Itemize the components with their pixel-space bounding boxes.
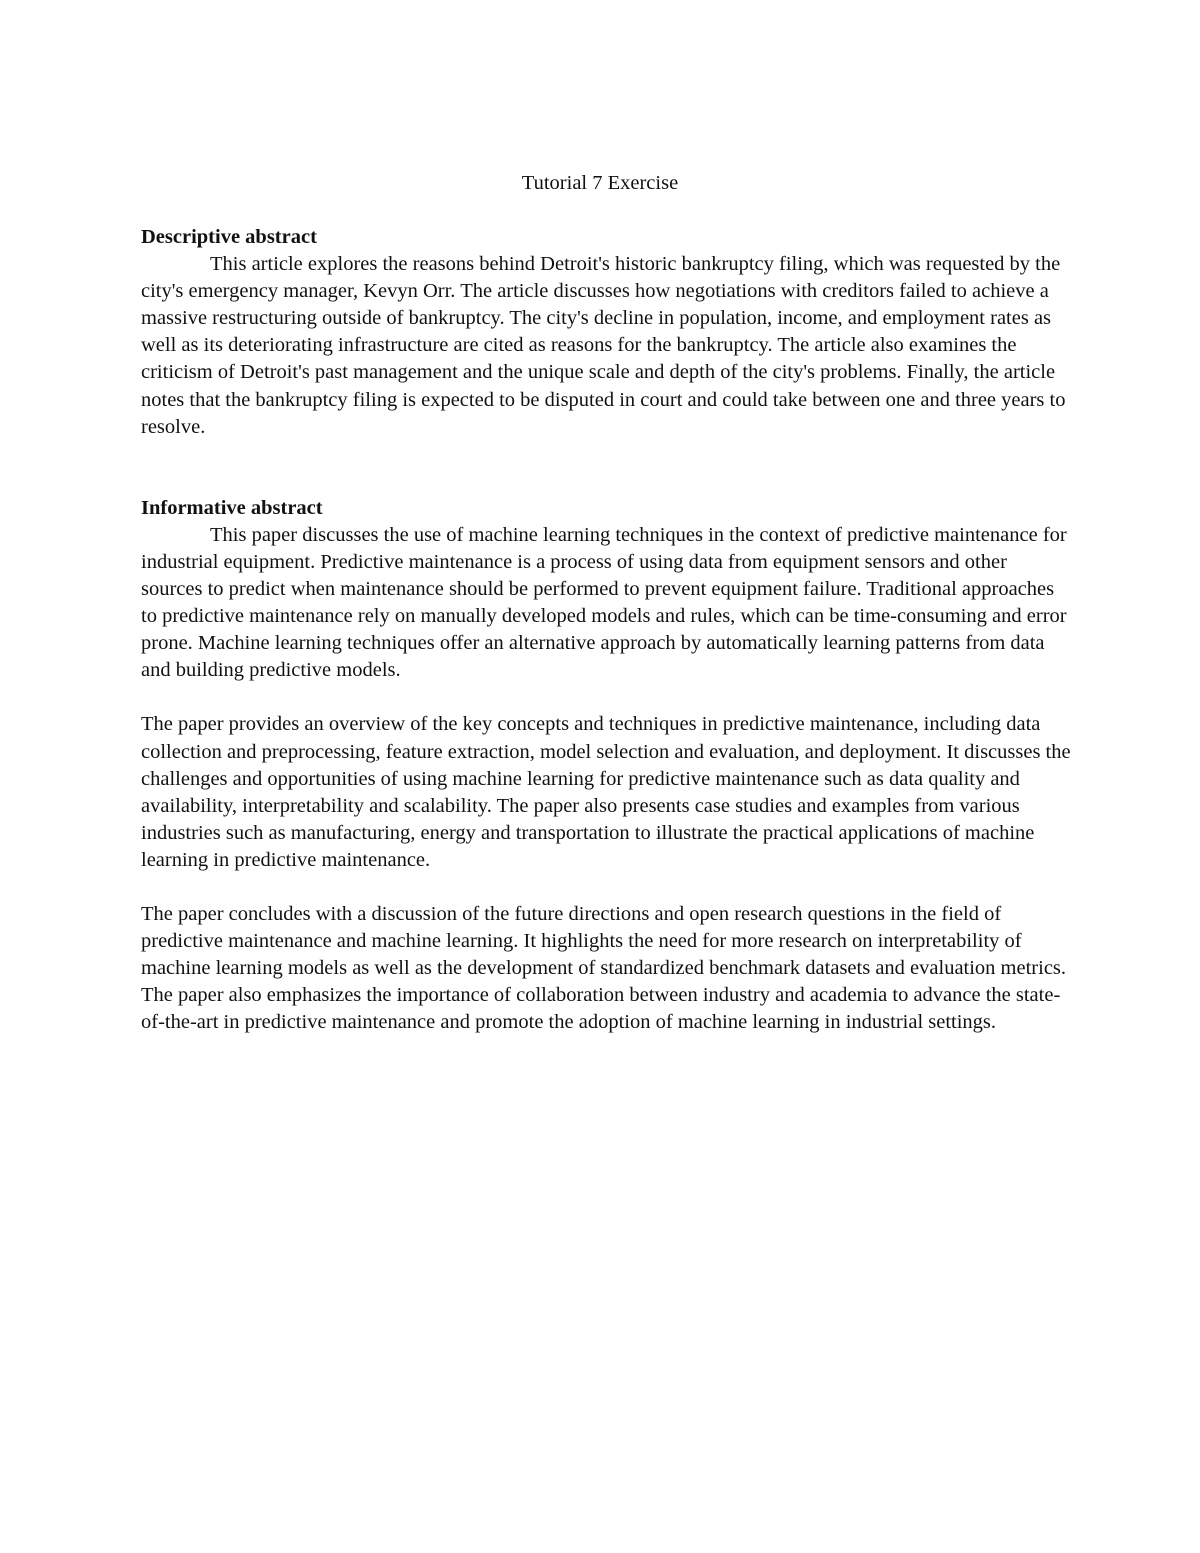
informative-abstract-paragraph-2: The paper provides an overview of the key concepts and techniques in predictive maintenance, including data collection and preprocessing, feature extraction, model selection and evaluation, and deployment. It discusses the challenges and opportunities of using machine learning for predictive maintenance such as data quality and availability, interpretability and scalability. The paper also presents case studies and examples from various industries such as manufacturing, energy and transportation to illustrate the practical applications of machine learning in predictive maintenance.	[141, 713, 1071, 871]
informative-abstract-paragraph-1: This paper discusses the use of machine learning techniques in the context of predictive maintenance for industrial equipment. Predictive maintenance is a process of using data from equipment sensors and other sources to predict when maintenance should be performed to prevent equipment failure. Traditional approaches to predictive maintenance rely on manually developed models and rules, which can be time-consuming and error prone. Machine learning techniques offer an alternative approach by automatically learning patterns from data and building predictive models.	[141, 523, 1067, 682]
section-heading-informative: Informative abstract	[141, 496, 323, 519]
document-title: Tutorial 7 Exercise	[521, 172, 679, 194]
document-body	[141, 224, 1071, 1036]
paragraph-spacer	[141, 874, 1071, 901]
section-heading-descriptive: Descriptive abstract	[141, 226, 317, 248]
paragraph-spacer	[141, 684, 1071, 711]
descriptive-abstract-paragraph: This article explores the reasons behind Detroit's historic bankruptcy filing, which was requested by the city's emergency manager, Kevyn Orr. The article discusses how negotiations with creditors failed to achieve a massive restructuring outside of bankruptcy. The city's decline in population, income, and employment rates as well as its deteriorating infrastructure are cited as reasons for the bankruptcy. The article also examines the criticism of Detroit's past management and the unique scale and depth of the city's problems. Finally, the article notes that the bankruptcy filing is expected to be disputed in court and could take between one and three years to resolve.	[141, 253, 1066, 438]
informative-abstract-paragraph-3: The paper concludes with a discussion of the future directions and open research questions in the field of predictive maintenance and machine learning. It highlights the need for more research on interpretability of machine learning models as well as the development of standardized benchmark datasets and evaluation metrics. The paper also emphasizes the importance of collaboration between industry and academia to advance the state-of-the-art in predictive maintenance and promote the adoption of machine learning in industrial settings.	[141, 902, 1067, 1034]
section-spacer	[141, 441, 1071, 495]
